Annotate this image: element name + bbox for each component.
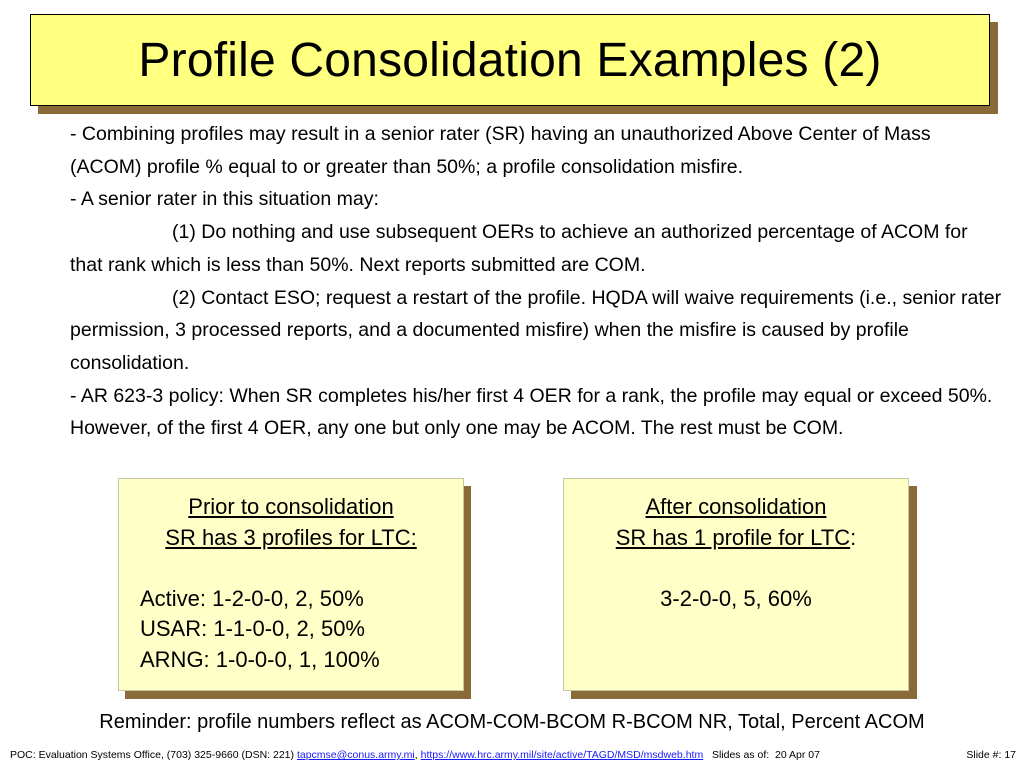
prior-consolidation-box xyxy=(118,478,464,691)
slide-title: Profile Consolidation Examples (2) xyxy=(138,33,882,87)
after-subheading-colon: : xyxy=(850,524,857,550)
body-text xyxy=(70,118,1005,445)
reminder-note: Reminder: profile numbers reflect as ACOM-COM-BCOM R-BCOM NR, Total, Percent ACOM xyxy=(99,711,925,733)
prior-row-arng: ARNG: 1-0-0-0, 1, 100% xyxy=(140,646,380,672)
footer-url-link[interactable]: https://www.hrc.army.mil/site/active/TAGD/MSD/msdweb.htm xyxy=(420,749,704,761)
after-subheading: SR has 1 profile for LTC xyxy=(615,524,851,550)
footer-slides-date: Slides as of: 20 Apr 07 xyxy=(703,749,820,761)
footer xyxy=(10,749,1016,761)
bullet-combining-profiles: - Combining profiles may result in a senior rater (SR) having an unauthorized Above Center of Mass (ACOM) profile % equal to or greater than 50%; a profile consolidation misfire. xyxy=(70,123,931,178)
prior-row-active: Active: 1-2-0-0, 2, 50% xyxy=(140,585,364,611)
title-banner xyxy=(30,14,990,106)
bullet-ar-policy: - AR 623-3 policy: When SR completes his/her first 4 OER for a rank, the profile may equal or exceed 50%. However, of the first 4 OER, any one but only one may be ACOM. The rest must be COM. xyxy=(70,384,993,440)
prior-subheading: SR has 3 profiles for LTC: xyxy=(165,524,417,550)
option-contact-eso: (2) Contact ESO; request a restart of the profile. HQDA will waive requirements (i.e., senior rater permission, 3 processed reports, and a documented misfire) when the misfire is caused by profile consolidation. xyxy=(70,286,1002,374)
prior-heading: Prior to consolidation xyxy=(188,494,394,519)
bullet-senior-rater-may: - A senior rater in this situation may: xyxy=(70,188,379,211)
prior-row-usar: USAR: 1-1-0-0, 2, 50% xyxy=(140,616,365,641)
slide-number: Slide #: 17 xyxy=(966,749,1016,761)
footer-email-link[interactable]: tapcmse@conus.army.mi xyxy=(296,749,415,761)
after-consolidation-box xyxy=(563,478,909,691)
after-heading: After consolidation xyxy=(645,494,827,519)
after-value: 3-2-0-0, 5, 60% xyxy=(660,585,812,611)
footer-poc: POC: Evaluation Systems Office, (703) 325-9660 (DSN: 221) xyxy=(10,749,297,761)
footer-separator: , xyxy=(414,749,421,761)
option-do-nothing: (1) Do nothing and use subsequent OERs to achieve an authorized percentage of ACOM for that rank which is less than 50%. Next reports submitted are COM. xyxy=(70,221,968,276)
